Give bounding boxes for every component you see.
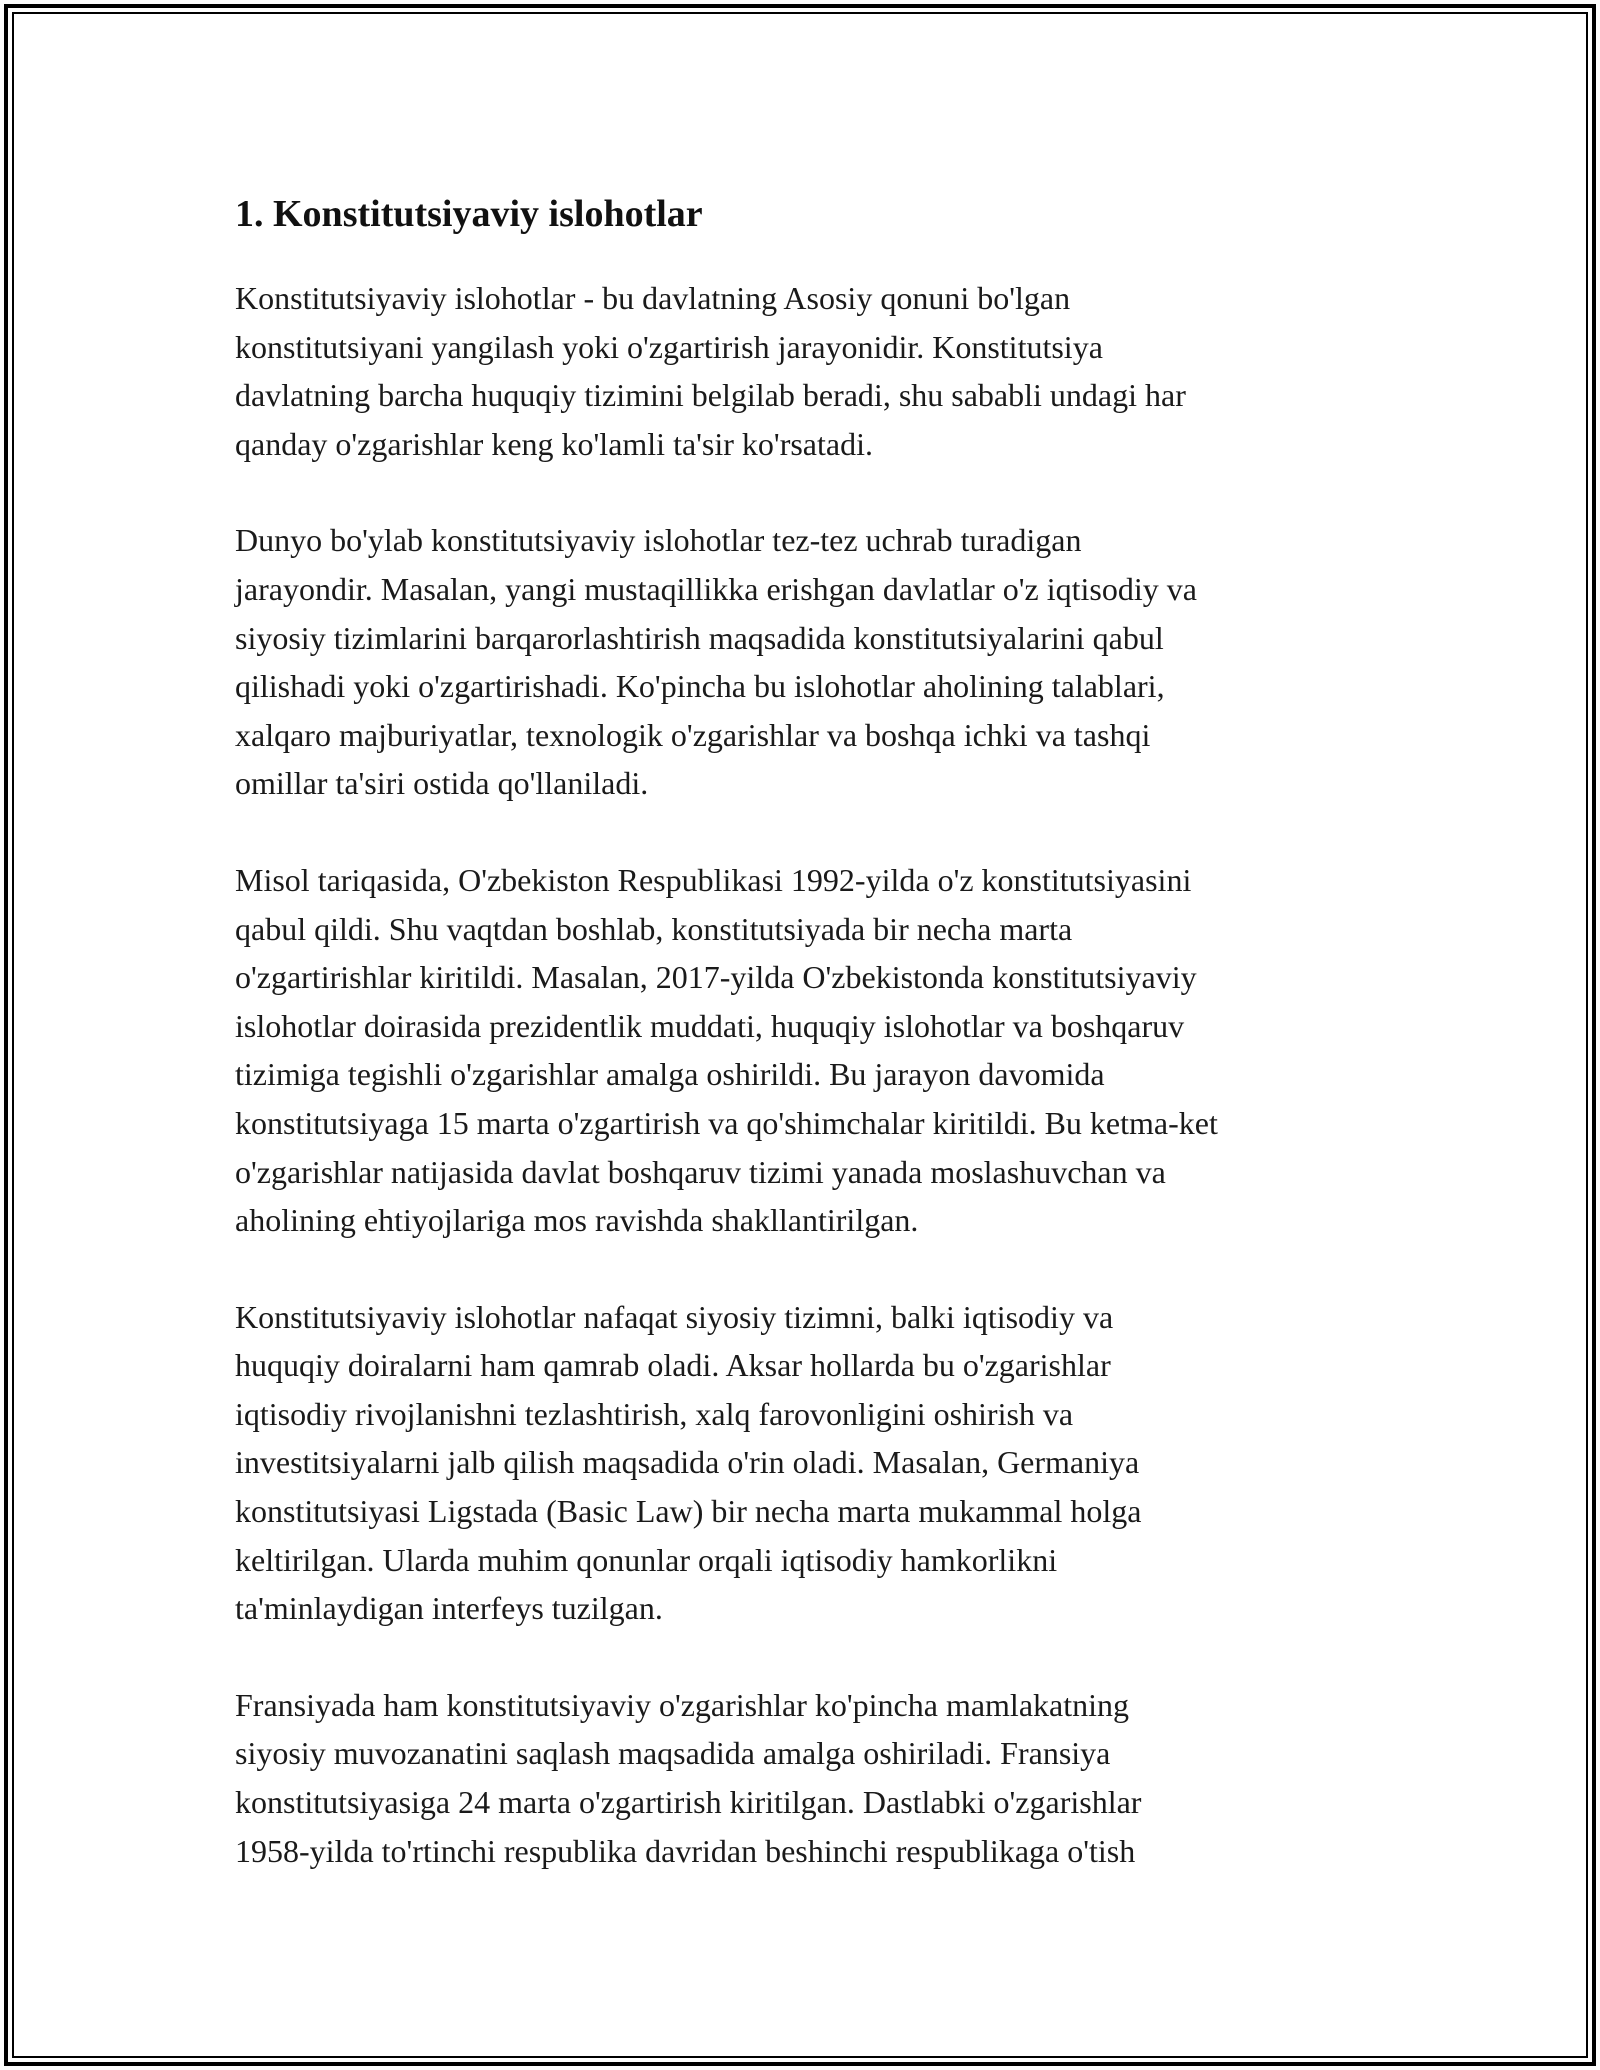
text-line: davlatning barcha huquqiy tizimini belgilab beradi, shu sababli undagi har bbox=[235, 377, 1186, 414]
text-line: qilishadi yoki o'zgartirishadi. Ko'pincha bu islohotlar aholining talablari, bbox=[235, 668, 1165, 705]
text-line: ta'minlaydigan interfeys tuzilgan. bbox=[235, 1590, 663, 1627]
text-line: konstitutsiyaga 15 marta o'zgartirish va qo'shimchalar kiritildi. Bu ketma-ket bbox=[235, 1104, 1218, 1141]
text-line: huquqiy doiralarni ham qamrab oladi. Aksar hollarda bu o'zgarishlar bbox=[235, 1347, 1111, 1384]
section-heading: 1. Konstitutsiyaviy islohotlar bbox=[235, 193, 703, 235]
text-line: xalqaro majburiyatlar, texnologik o'zgarishlar va boshqa ichki va tashqi bbox=[235, 716, 1151, 753]
text-line: qabul qildi. Shu vaqtdan boshlab, konstitutsiyada bir necha marta bbox=[235, 910, 1073, 947]
text-line: Konstitutsiyaviy islohotlar - bu davlatning Asosiy qonuni bo'lgan bbox=[235, 280, 1071, 316]
text-line: siyosiy muvozanatini saqlash maqsadida amalga oshiriladi. Fransiya bbox=[235, 1735, 1111, 1772]
text-line: konstitutsiyasi Ligstada (Basic Law) bir necha marta mukammal holga bbox=[235, 1493, 1142, 1530]
text-line: o'zgarishlar natijasida davlat boshqaruv tizimi yanada moslashuvchan va bbox=[235, 1153, 1166, 1190]
text-line: jarayondir. Masalan, yangi mustaqillikka erishgan davlatlar o'z iqtisodiy va bbox=[235, 570, 1197, 607]
text-line: omillar ta'siri ostida qo'llaniladi. bbox=[235, 765, 649, 802]
text-line: konstitutsiyasiga 24 marta o'zgartirish kiritilgan. Dastlabki o'zgarishlar bbox=[235, 1784, 1142, 1821]
text-line: siyosiy tizimlarini barqarorlashtirish maqsadida konstitutsiyalarini qabul bbox=[235, 619, 1164, 656]
body-paragraph bbox=[235, 1681, 1375, 1875]
text-line: Konstitutsiyaviy islohotlar nafaqat siyosiy tizimni, balki iqtisodiy va bbox=[235, 1298, 1114, 1335]
text-line: qanday o'zgarishlar keng ko'lamli ta'sir ko'rsatadi. bbox=[235, 425, 873, 462]
text-line: iqtisodiy rivojlanishni tezlashtirish, xalq farovonligini oshirish va bbox=[235, 1395, 1074, 1432]
text-line: tizimiga tegishli o'zgarishlar amalga oshirildi. Bu jarayon davomida bbox=[235, 1056, 1105, 1093]
body-paragraph bbox=[235, 516, 1375, 808]
text-line: aholining ehtiyojlariga mos ravishda shakllantirilgan. bbox=[235, 1202, 919, 1239]
text-line: keltirilgan. Ularda muhim qonunlar orqali iqtisodiy hamkorlikni bbox=[235, 1541, 1058, 1578]
text-line: Dunyo bo'ylab konstitutsiyaviy islohotlar tez-tez uchrab turadigan bbox=[235, 522, 1082, 559]
body-paragraph bbox=[235, 274, 1375, 468]
paragraph-list bbox=[235, 274, 1375, 1875]
text-line: konstitutsiyani yangilash yoki o'zgartirish jarayonidir. Konstitutsiya bbox=[235, 328, 1103, 365]
text-line: investitsiyalarni jalb qilish maqsadida o'rin oladi. Masalan, Germaniya bbox=[235, 1444, 1140, 1481]
body-paragraph bbox=[235, 1293, 1375, 1633]
text-line: islohotlar doirasida prezidentlik muddati, huquqiy islohotlar va boshqaruv bbox=[235, 1007, 1185, 1044]
text-line: 1958-yilda to'rtinchi respublika davridan beshinchi respublikaga o'tish bbox=[235, 1832, 1136, 1869]
document-body bbox=[235, 186, 1375, 1923]
text-line: o'zgartirishlar kiritildi. Masalan, 2017-yilda O'zbekistonda konstitutsiyaviy bbox=[235, 959, 1197, 996]
body-paragraph bbox=[235, 856, 1375, 1245]
text-line: Misol tariqasida, O'zbekiston Respublikasi 1992-yilda o'z konstitutsiyasini bbox=[235, 861, 1192, 898]
text-line: Fransiyada ham konstitutsiyaviy o'zgarishlar ko'pincha mamlakatning bbox=[235, 1686, 1129, 1723]
